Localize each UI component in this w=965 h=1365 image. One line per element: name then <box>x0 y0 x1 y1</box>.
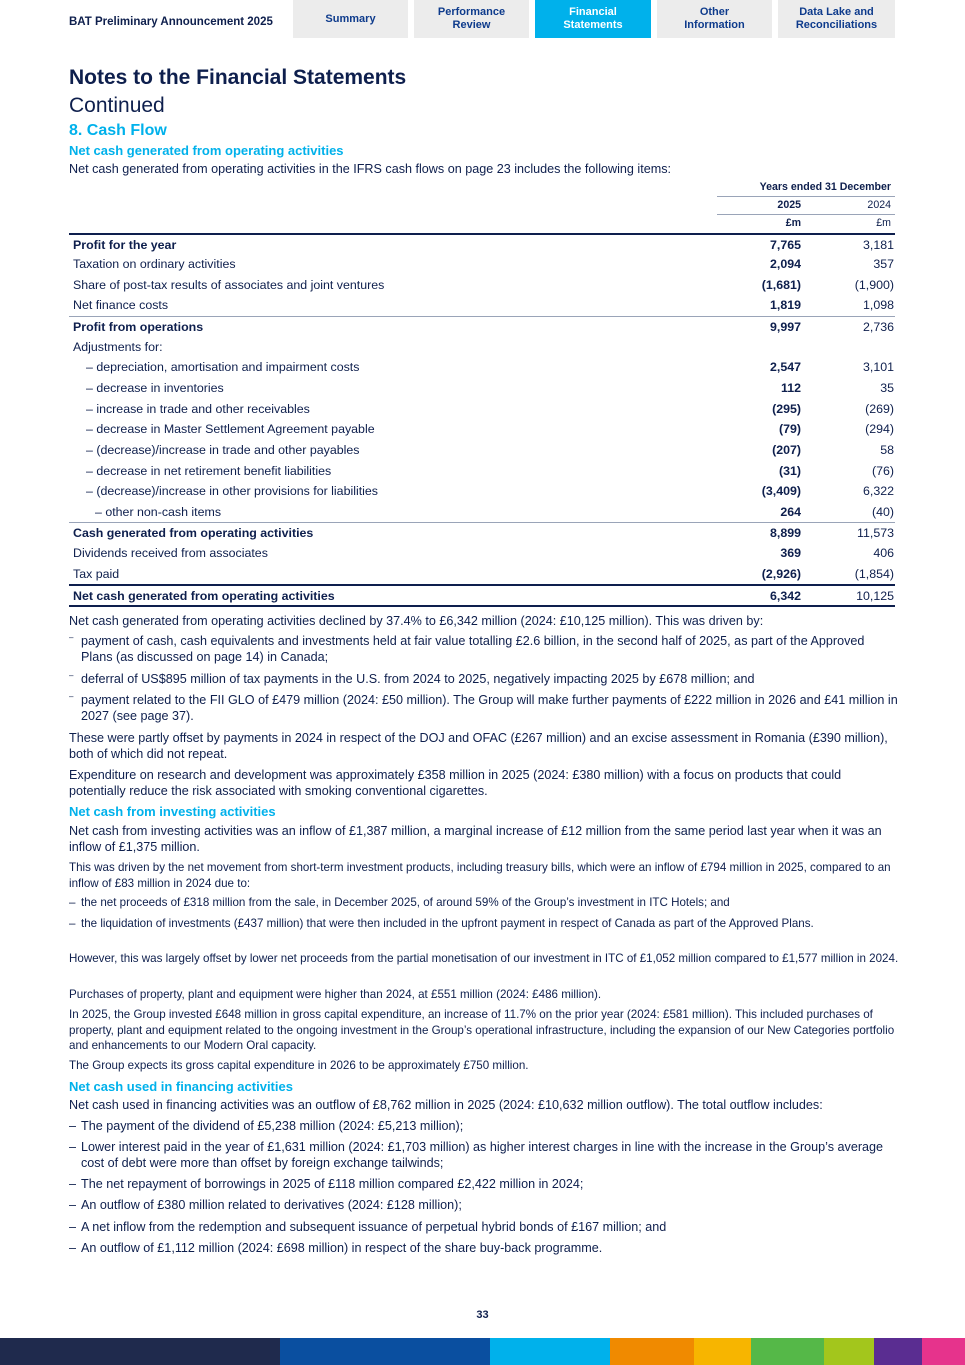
value-2024: 3,181 <box>862 238 894 252</box>
table-row <box>69 440 895 461</box>
bullet-text: An outflow of £1,112 million (2024: £698 million) in respect of the share buy-back programme. <box>81 1241 603 1255</box>
table-row <box>69 233 895 254</box>
bullet-text: A net inflow from the redemption and subsequent issuance of perpetual hybrid bonds of £167 million; and <box>81 1220 667 1234</box>
list-item <box>69 692 899 724</box>
bullet-marker: – <box>69 692 74 701</box>
operating-rnd: Expenditure on research and development was approximately £358 million in 2025 (2024: £380 million) with a focus on products that could potentially reduce the risk associated with smoking conventional cigarettes. <box>69 768 842 798</box>
value-2025: (1,681) <box>761 278 801 292</box>
row-label: Cash generated from operating activities <box>73 526 314 540</box>
value-2025: 2,547 <box>769 360 801 374</box>
bullet-marker: – <box>69 1140 77 1154</box>
value-2025: 8,899 <box>769 526 801 540</box>
row-label: – decrease in inventories <box>86 381 224 395</box>
color-segment <box>751 1338 824 1365</box>
document-brand: BAT Preliminary Announcement 2025 <box>69 16 273 28</box>
color-segment <box>610 1338 694 1365</box>
tab-performance-review[interactable]: Performance Review <box>414 0 529 38</box>
financing-heading: Net cash used in financing activities <box>69 1079 293 1094</box>
value-2024: 3,101 <box>862 360 894 374</box>
table-row <box>69 564 895 585</box>
value-2024: 406 <box>873 546 894 560</box>
row-label: Tax paid <box>73 567 120 581</box>
table-row <box>69 584 895 607</box>
row-label: – decrease in net retirement benefit liabilities <box>86 464 332 478</box>
table-row <box>69 522 895 543</box>
row-label: Dividends received from associates <box>73 546 268 560</box>
value-2025: 369 <box>780 546 801 560</box>
list-item <box>69 633 899 665</box>
list-item <box>69 1219 899 1235</box>
bullet-text: payment related to the FII GLO of £479 million (2024: £50 million). The Group will make further payments of £222 million in 2026 and £41 million in 2027 (see page 37). <box>81 693 898 723</box>
table-row <box>69 275 895 296</box>
value-2025: (207) <box>772 443 801 457</box>
value-2025: 264 <box>780 505 801 519</box>
row-label: Net cash generated from operating activities <box>73 589 335 603</box>
value-2024: (294) <box>865 422 894 436</box>
row-label: – (decrease)/increase in other provisions for liabilities <box>86 484 379 498</box>
financing-intro: Net cash used in financing activities was an outflow of £8,762 million in 2025 (2024: £10,632 million outflow). The total outflow includes: <box>69 1098 823 1112</box>
value-2024: 11,573 <box>857 526 894 540</box>
value-2025: (295) <box>772 402 801 416</box>
table-period-header: Years ended 31 December <box>759 181 891 193</box>
investing-expects: The Group expects its gross capital expenditure in 2026 to be approximately £750 million. <box>69 1059 529 1072</box>
value-2024: 357 <box>873 257 894 271</box>
investing-driver: This was driven by the net movement from short-term investment products, including treasury bills, which were an inflow of £794 million in 2025, compared to an inflow of £83 million in 2024 due to: <box>69 861 891 890</box>
value-2025: (3,409) <box>761 484 801 498</box>
color-segment <box>490 1338 610 1365</box>
page-title: Notes to the Financial Statements <box>69 66 407 89</box>
row-label: – increase in trade and other receivables <box>86 402 310 416</box>
color-segment <box>824 1338 874 1365</box>
row-label: Profit from operations <box>73 320 204 334</box>
list-item <box>69 1118 899 1134</box>
table-row <box>69 481 895 502</box>
tab-summary[interactable]: Summary <box>293 0 408 38</box>
bullet-marker: – <box>69 1241 77 1255</box>
operating-summary: Net cash generated from operating activities declined by 37.4% to £6,342 million (2024: £10,125 million). This was driven by: <box>69 614 764 628</box>
row-label: Adjustments for: <box>73 340 163 354</box>
year-2024-header: 2024 <box>867 199 891 211</box>
value-2024: (1,900) <box>854 278 894 292</box>
footer-color-bar <box>0 1338 965 1365</box>
table-row <box>69 502 895 523</box>
tab-data-lake-reconciliations[interactable]: Data Lake and Reconciliations <box>778 0 895 38</box>
value-2025: 1,819 <box>769 298 801 312</box>
value-2024: 1,098 <box>862 298 894 312</box>
operating-heading: Net cash generated from operating activities <box>69 143 344 158</box>
investing-however: However, this was largely offset by lower net proceeds from the partial monetisation of our investment in ITC of £1,052 million compared to £1,577 million in 2024. <box>69 952 899 965</box>
bullet-marker: – <box>69 1177 77 1191</box>
bullet-text: the liquidation of investments (£437 million) that were then included in the upfront payment in respect of Canada as part of the Approved Plans. <box>81 917 814 930</box>
bullet-marker: – <box>69 671 74 680</box>
top-navigation <box>0 0 965 38</box>
bullet-text: The payment of the dividend of £5,238 million (2024: £5,213 million); <box>81 1119 464 1133</box>
section-heading: 8. Cash Flow <box>69 122 167 139</box>
list-item <box>69 916 899 932</box>
row-label: – (decrease)/increase in trade and other payables <box>86 443 360 457</box>
unit-2025-header: £m <box>785 217 801 229</box>
bullet-marker: – <box>69 1119 77 1133</box>
investing-heading: Net cash from investing activities <box>69 804 276 819</box>
value-2024: (76) <box>871 464 894 478</box>
value-2024: 6,322 <box>862 484 894 498</box>
table-row <box>69 357 895 378</box>
investing-ppe: Purchases of property, plant and equipment were higher than 2024, at £551 million (2024: £486 million). <box>69 988 602 1001</box>
value-2024: (40) <box>871 505 894 519</box>
bullet-text: the net proceeds of £318 million from the sale, in December 2025, of around 59% of the Group’s investment in ITC Hotels; and <box>81 896 730 909</box>
color-segment <box>694 1338 751 1365</box>
table-row <box>69 254 895 275</box>
table-row <box>69 378 895 399</box>
color-segment <box>280 1338 490 1365</box>
list-item <box>69 1139 899 1171</box>
bullet-marker: – <box>69 1198 77 1212</box>
value-2025: (79) <box>778 422 801 436</box>
value-2024: 2,736 <box>862 320 894 334</box>
page-subtitle: Continued <box>69 94 165 117</box>
bullet-text: An outflow of £380 million related to derivatives (2024: £128 million); <box>81 1198 462 1212</box>
bullet-marker: – <box>69 917 76 930</box>
row-label: Net finance costs <box>73 298 169 312</box>
year-2025-header: 2025 <box>777 199 801 211</box>
unit-2024-header: £m <box>876 217 891 229</box>
bullet-text: Lower interest paid in the year of £1,631 million (2024: £1,703 million) as higher interest charges in line with the increase in the Group’s average cost of debt were more than offset by foreign exchange tailwinds; <box>81 1140 884 1170</box>
row-label: Share of post-tax results of associates and joint ventures <box>73 278 385 292</box>
table-row <box>69 337 895 358</box>
list-item <box>69 1197 899 1213</box>
table-row <box>69 461 895 482</box>
table-row <box>69 543 895 564</box>
table-row <box>69 419 895 440</box>
investing-capex: In 2025, the Group invested £648 million in gross capital expenditure, an increase of 11.7% on the prior year (2024: £581 million). This included purchases of property, plant and equipment related to the ongoing investment in the Group’s operational infrastructure, including the expansion of our New Categories portfolio and enhancements to our Modern Oral capacity. <box>69 1008 895 1052</box>
row-label: Taxation on ordinary activities <box>73 257 236 271</box>
color-segment <box>0 1338 280 1365</box>
row-label: – decrease in Master Settlement Agreement payable <box>86 422 375 436</box>
bullet-text: payment of cash, cash equivalents and investments held at fair value totalling £2.6 billion, in the second half of 2025, as part of the Approved Plans (as discussed on page 14) in Canada; <box>81 634 865 664</box>
value-2025: (31) <box>778 464 801 478</box>
color-segment <box>874 1338 922 1365</box>
investing-intro: Net cash from investing activities was an inflow of £1,387 million, a marginal increase of £12 million from the same period last year when it was an inflow of £1,375 million. <box>69 824 882 854</box>
row-label: – other non-cash items <box>95 505 222 519</box>
value-2025: 2,094 <box>769 257 801 271</box>
value-2024: (269) <box>865 402 894 416</box>
value-2024: 10,125 <box>856 589 894 603</box>
value-2024: 35 <box>880 381 894 395</box>
header-divider <box>717 214 895 215</box>
bullet-marker: – <box>69 1220 77 1234</box>
bullet-marker: – <box>69 896 76 909</box>
value-2025: 9,997 <box>769 320 801 334</box>
value-2025: (2,926) <box>761 567 801 581</box>
list-item <box>69 671 899 687</box>
operating-intro: Net cash generated from operating activities in the IFRS cash flows on page 23 includes the following items: <box>69 162 672 176</box>
list-item <box>69 895 899 911</box>
tab-financial-statements[interactable]: Financial Statements <box>535 0 651 38</box>
bullet-marker: – <box>69 633 74 642</box>
value-2025: 6,342 <box>769 589 801 603</box>
header-divider <box>717 196 895 197</box>
bullet-text: deferral of US$895 million of tax payments in the U.S. from 2024 to 2025, negatively impacting 2025 by £678 million; and <box>81 672 755 686</box>
table-row <box>69 399 895 420</box>
row-label: – depreciation, amortisation and impairment costs <box>86 360 360 374</box>
list-item <box>69 1176 899 1192</box>
value-2024: (1,854) <box>854 567 894 581</box>
table-row <box>69 316 895 337</box>
value-2025: 112 <box>781 381 801 395</box>
row-label: Profit for the year <box>73 238 177 252</box>
table-row <box>69 295 895 316</box>
list-item <box>69 1240 899 1256</box>
value-2024: 58 <box>880 443 894 457</box>
color-segment <box>922 1338 965 1365</box>
operating-offset: These were partly offset by payments in 2024 in respect of the DOJ and OFAC (£267 million) and an excise assessment in Romania (£390 million), both of which did not repeat. <box>69 731 888 761</box>
value-2025: 7,765 <box>769 238 801 252</box>
tab-other-information[interactable]: Other Information <box>657 0 772 38</box>
bullet-text: The net repayment of borrowings in 2025 of £118 million compared £2,422 million in 2024; <box>81 1177 584 1191</box>
page-number: 33 <box>476 1309 489 1321</box>
